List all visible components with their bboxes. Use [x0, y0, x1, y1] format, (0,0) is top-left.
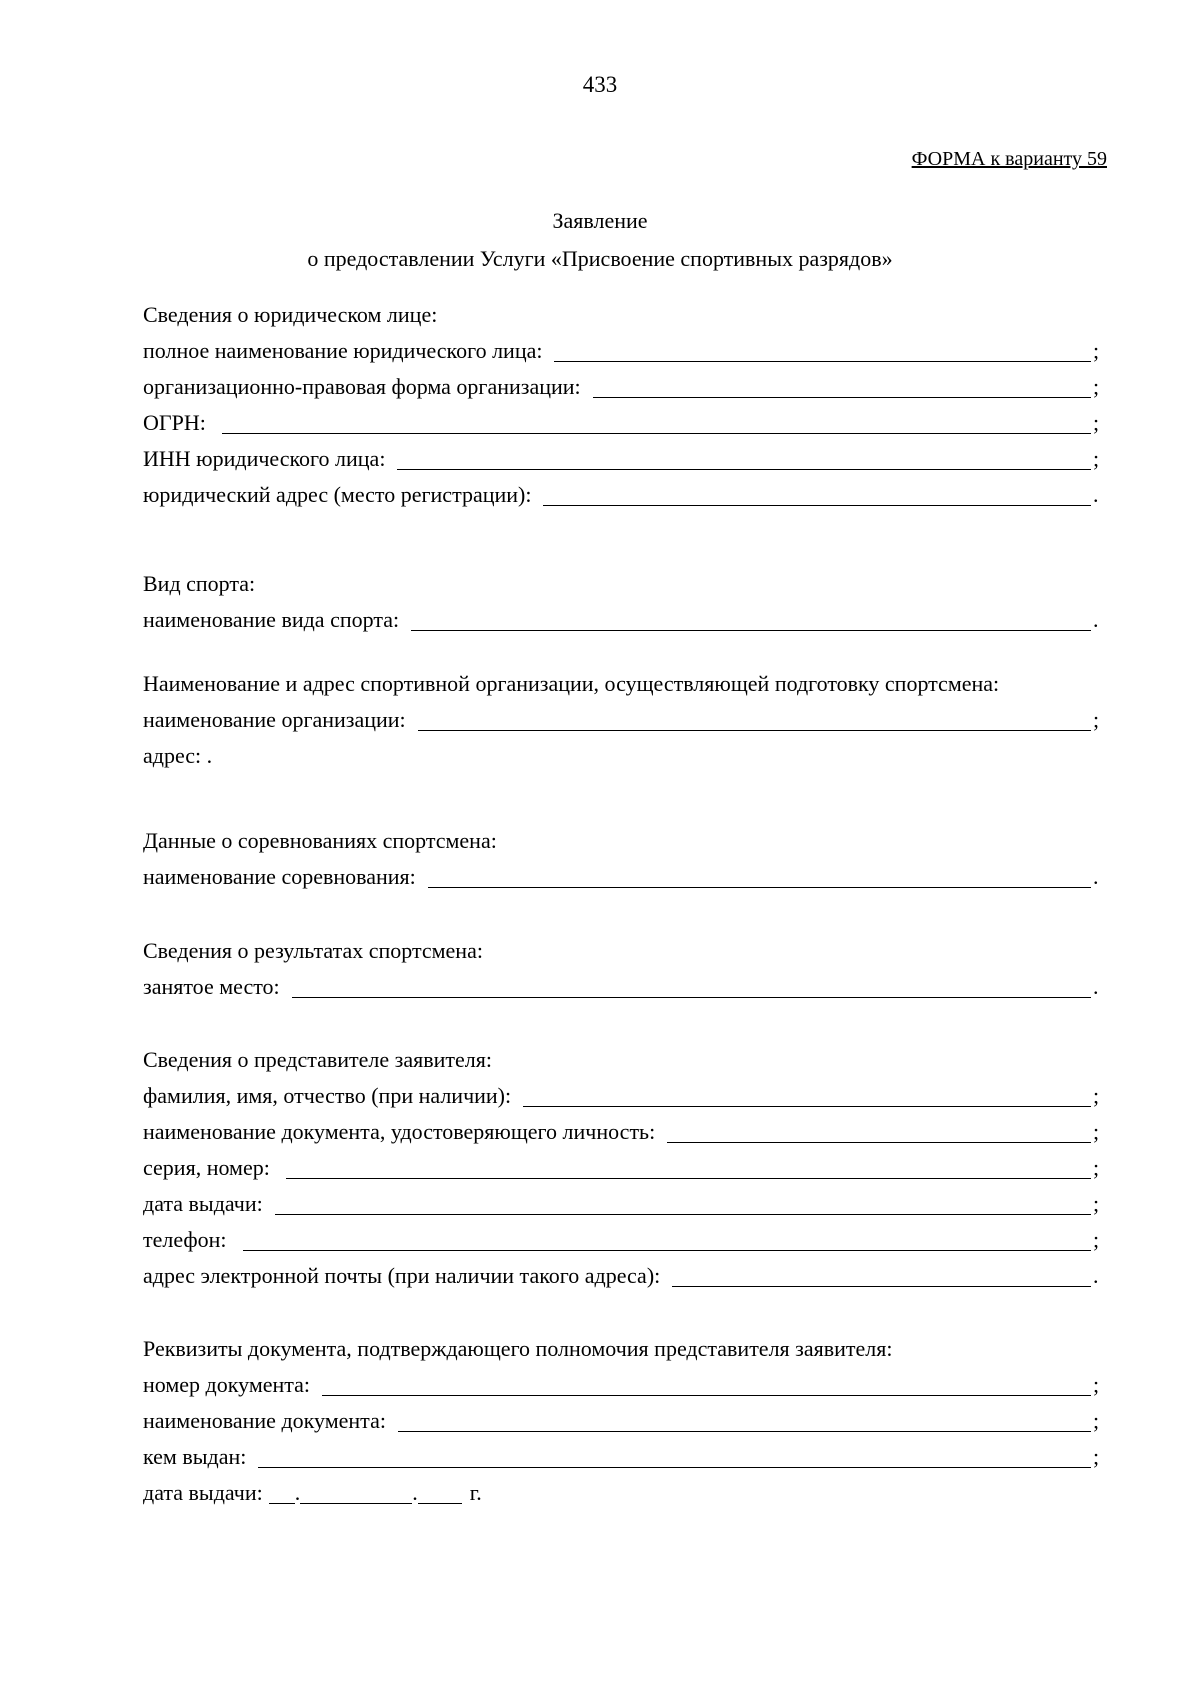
doc-issue-date-label: дата выдачи:: [143, 1480, 263, 1505]
sport-section: [143, 565, 1103, 637]
row-terminator: ;: [1093, 1227, 1100, 1252]
legal-entity-section: [143, 296, 1103, 512]
row-terminator: .: [1093, 607, 1099, 632]
rep-id-doc-row: [143, 1113, 1103, 1149]
row-terminator: ;: [1093, 410, 1100, 435]
rep-phone-field[interactable]: [243, 1228, 1091, 1251]
rep-series-number-row: [143, 1149, 1103, 1185]
date-year-field[interactable]: [418, 1481, 462, 1504]
ogrn-field[interactable]: [222, 411, 1091, 434]
doc-number-field[interactable]: [322, 1373, 1091, 1396]
rep-issue-date-row: [143, 1185, 1103, 1221]
place-label: занятое место:: [143, 974, 280, 999]
doc-issue-date-row: [143, 1474, 1103, 1510]
rep-email-label: адрес электронной почты (при наличии такого адреса):: [143, 1263, 661, 1288]
competitions-heading: Данные о соревнованиях спортсмена:: [143, 828, 497, 853]
competitions-section: [143, 822, 1103, 894]
rep-full-name-field[interactable]: [523, 1084, 1091, 1107]
row-terminator: ;: [1093, 1119, 1100, 1144]
legal-address-field[interactable]: [543, 483, 1091, 506]
row-terminator: ;: [1093, 374, 1100, 399]
representative-heading: Сведения о представителе заявителя:: [143, 1047, 492, 1072]
form-reference: ФОРМА к варианту 59: [911, 148, 1107, 170]
rep-email-row: [143, 1257, 1103, 1293]
representative-section: [143, 1041, 1103, 1293]
doc-name-label: наименование документа:: [143, 1408, 386, 1433]
document-title: Заявление: [552, 208, 648, 233]
row-terminator: .: [1093, 974, 1099, 999]
place-field[interactable]: [292, 975, 1091, 998]
legal-form-row: [143, 368, 1103, 404]
rep-id-doc-label: наименование документа, удостоверяющего личность:: [143, 1119, 656, 1144]
sport-name-row: [143, 601, 1103, 637]
row-terminator: ;: [1093, 1083, 1100, 1108]
rep-phone-label: телефон:: [143, 1227, 227, 1252]
date-month-field[interactable]: [300, 1481, 412, 1504]
inn-field[interactable]: [397, 447, 1091, 470]
document-subtitle: о предоставлении Услуги «Присвоение спортивных разрядов»: [307, 246, 893, 271]
competition-name-row: [143, 858, 1103, 894]
rep-id-doc-field[interactable]: [667, 1120, 1091, 1143]
issued-by-label: кем выдан:: [143, 1444, 247, 1469]
row-terminator: .: [1093, 864, 1099, 889]
row-terminator: ;: [1093, 1444, 1100, 1469]
row-terminator: ;: [1093, 1372, 1100, 1397]
legal-entity-full-name-label: полное наименование юридического лица:: [143, 338, 543, 363]
competition-name-field[interactable]: [428, 865, 1091, 888]
inn-label: ИНН юридического лица:: [143, 446, 386, 471]
row-terminator: ;: [1093, 1408, 1100, 1433]
date-day-field[interactable]: [269, 1481, 295, 1504]
ogrn-label: ОГРН:: [143, 410, 206, 435]
inn-row: [143, 440, 1103, 476]
legal-address-row: [143, 476, 1103, 512]
competition-name-label: наименование соревнования:: [143, 864, 416, 889]
legal-address-label: юридический адрес (место регистрации):: [143, 482, 532, 507]
rep-phone-row: [143, 1221, 1103, 1257]
sport-heading: Вид спорта:: [143, 571, 256, 596]
results-section: [143, 932, 1103, 1004]
page-number: 433: [582, 72, 618, 97]
sport-org-heading: Наименование и адрес спортивной организации, осуществляющей подготовку спортсмена:: [143, 671, 1000, 696]
doc-name-field[interactable]: [398, 1409, 1091, 1432]
rep-series-number-field[interactable]: [286, 1156, 1091, 1179]
doc-number-label: номер документа:: [143, 1372, 311, 1397]
row-terminator: .: [1093, 482, 1099, 507]
row-terminator: ;: [1093, 1191, 1100, 1216]
rep-email-field[interactable]: [672, 1264, 1091, 1287]
year-suffix: г.: [469, 1480, 482, 1505]
rep-full-name-row: [143, 1077, 1103, 1113]
place-row: [143, 968, 1103, 1004]
org-name-label: наименование организации:: [143, 707, 406, 732]
rep-series-number-label: серия, номер:: [143, 1155, 270, 1180]
row-terminator: .: [1093, 1263, 1099, 1288]
sport-name-field[interactable]: [411, 608, 1091, 631]
results-heading: Сведения о результатах спортсмена:: [143, 938, 483, 963]
rep-full-name-label: фамилия, имя, отчество (при наличии):: [143, 1083, 512, 1108]
issued-by-row: [143, 1438, 1103, 1474]
doc-number-row: [143, 1366, 1103, 1402]
legal-form-label: организационно-правовая форма организации:: [143, 374, 581, 399]
row-terminator: ;: [1093, 446, 1100, 471]
date-separator: .: [294, 1480, 301, 1505]
row-terminator: ;: [1093, 707, 1100, 732]
legal-entity-full-name-row: [143, 332, 1103, 368]
authority-doc-section: [143, 1330, 1103, 1510]
date-separator: .: [412, 1480, 418, 1505]
sport-org-section: [143, 665, 1103, 773]
org-name-row: [143, 701, 1103, 737]
row-terminator: ;: [1093, 1155, 1100, 1180]
org-name-field[interactable]: [418, 708, 1091, 731]
authority-doc-heading: Реквизиты документа, подтверждающего полномочия представителя заявителя:: [143, 1336, 893, 1361]
rep-issue-date-field[interactable]: [275, 1192, 1091, 1215]
row-terminator: ;: [1093, 338, 1100, 363]
doc-name-row: [143, 1402, 1103, 1438]
org-address-line: адрес: .: [143, 743, 213, 768]
ogrn-row: [143, 404, 1103, 440]
legal-entity-full-name-field[interactable]: [554, 339, 1091, 362]
issued-by-field[interactable]: [258, 1445, 1091, 1468]
rep-issue-date-label: дата выдачи:: [143, 1191, 263, 1216]
legal-entity-heading: Сведения о юридическом лице:: [143, 302, 438, 327]
legal-form-field[interactable]: [593, 375, 1091, 398]
sport-name-label: наименование вида спорта:: [143, 607, 400, 632]
